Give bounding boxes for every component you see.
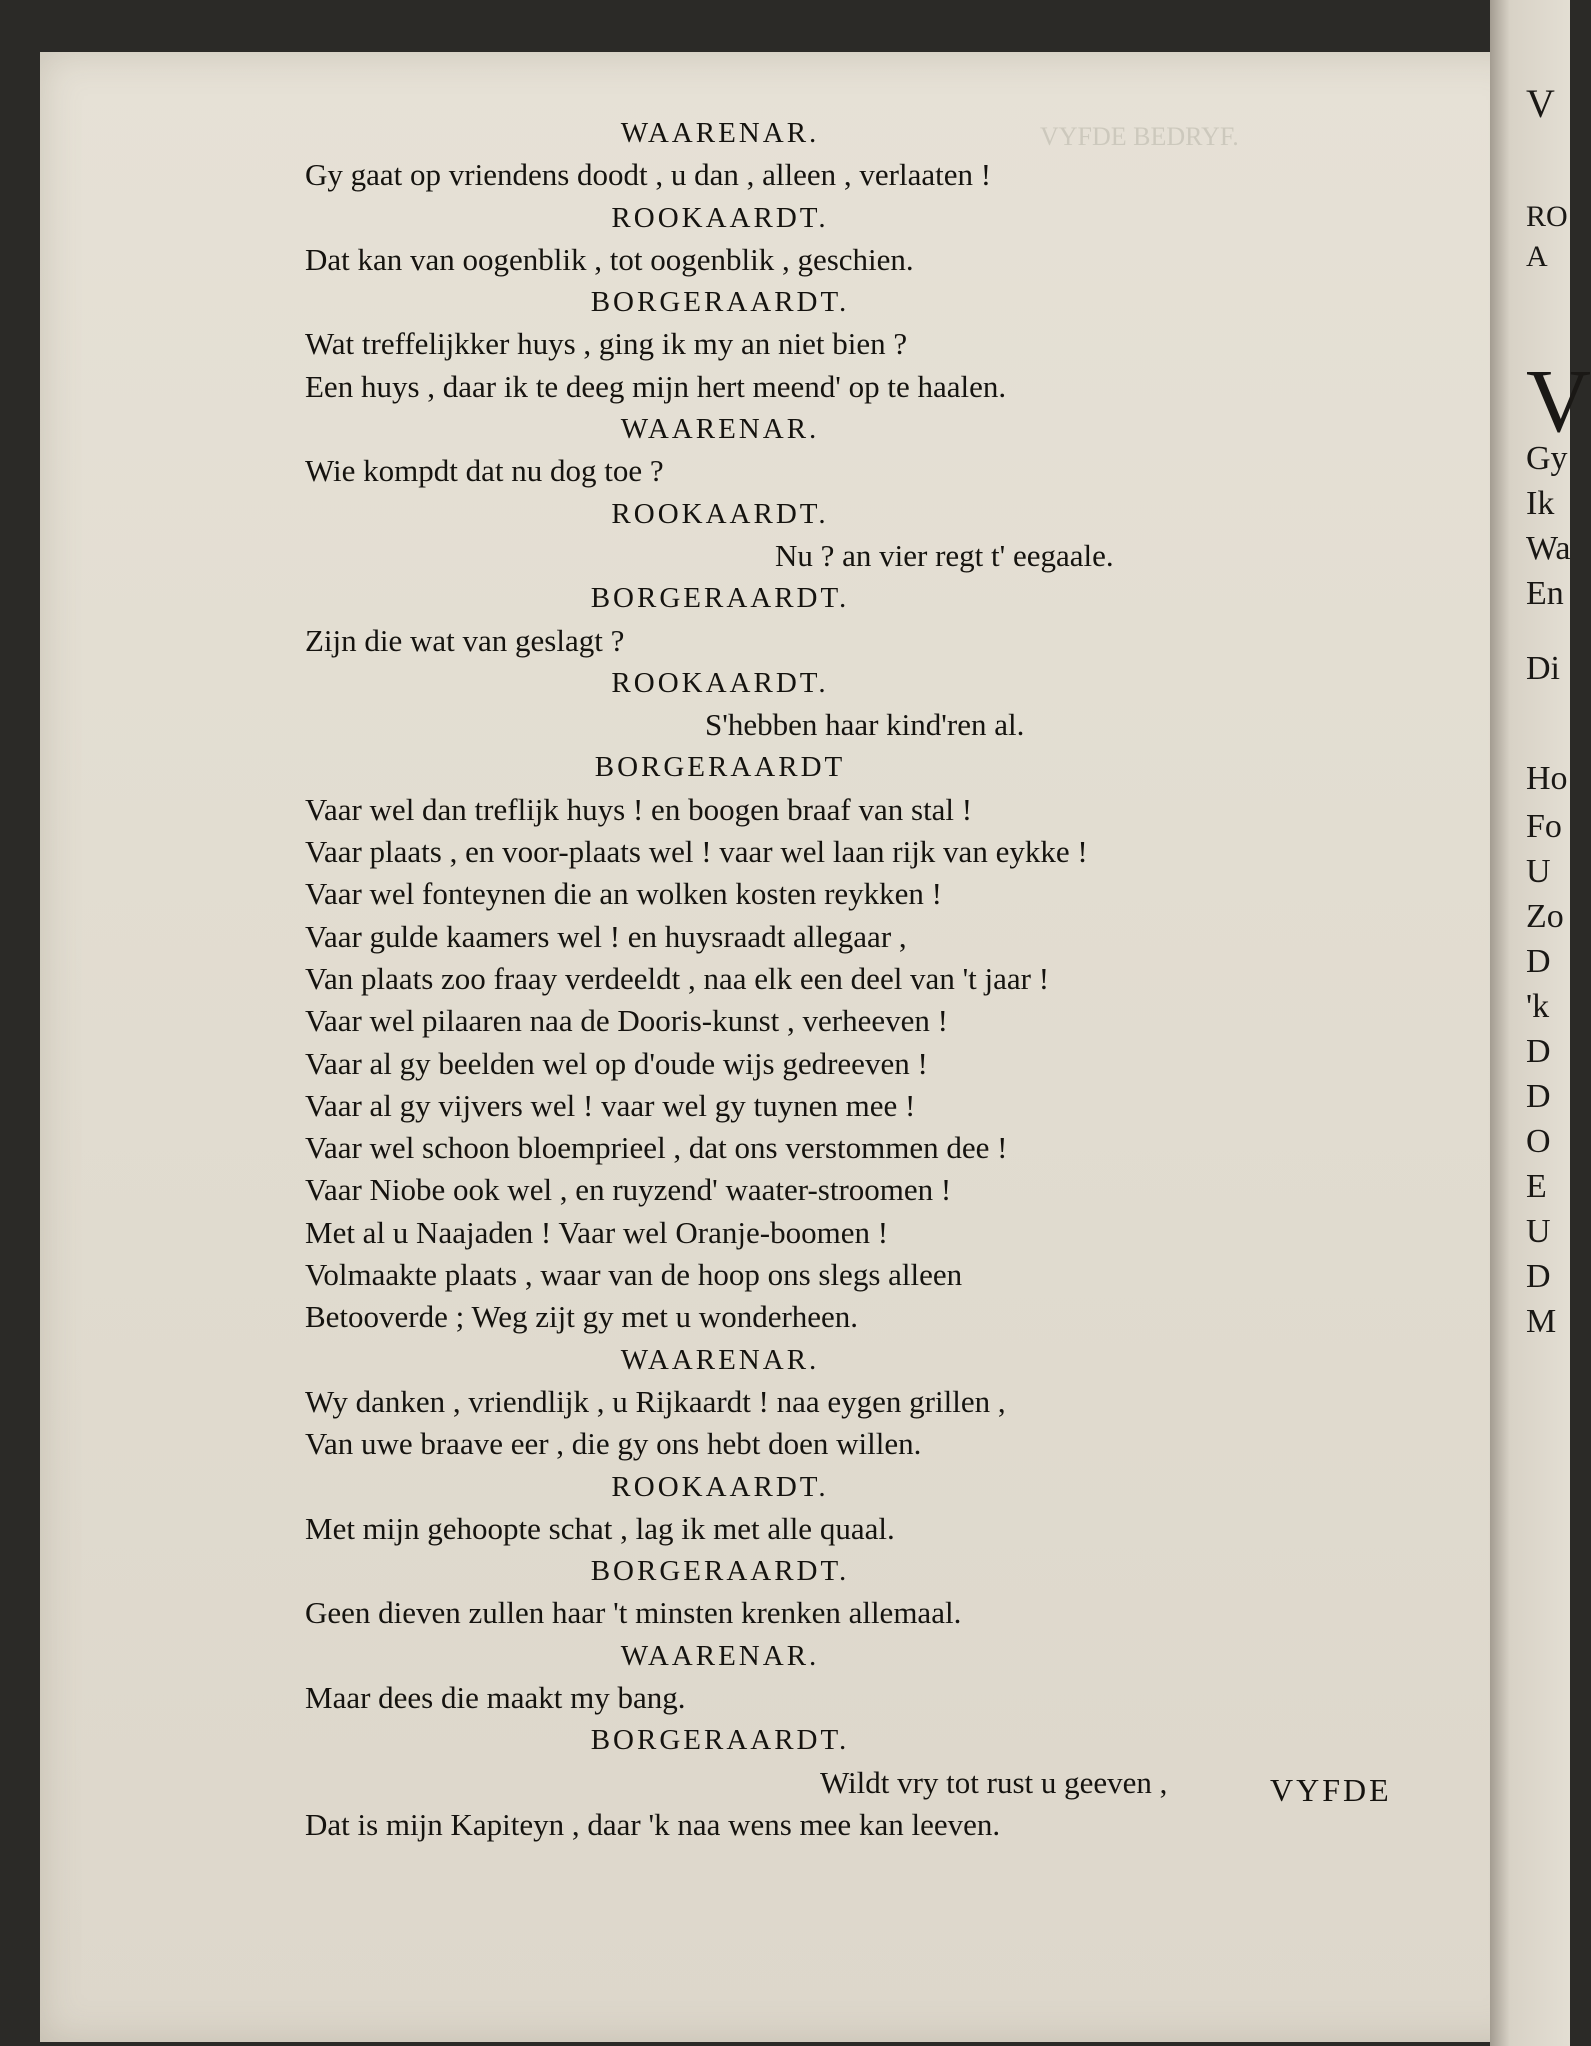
speaker-name: BORGERAARDT.	[590, 1724, 850, 1757]
play-text	[305, 112, 1455, 1846]
speaker-name: WAARENAR.	[620, 117, 820, 149]
facing-page-fragment: U	[1526, 853, 1551, 890]
speaker-name: ROOKAARDT.	[611, 666, 829, 699]
facing-page-fragment: Ik	[1526, 485, 1555, 522]
facing-page-fragment: Wa	[1526, 530, 1571, 567]
speaker-name: ROOKAARDT.	[611, 201, 829, 234]
facing-page-fragment: D	[1526, 943, 1551, 980]
facing-page-fragment: D	[1526, 1258, 1551, 1295]
verse-line: S'hebben haar kind'ren al.	[705, 707, 1025, 743]
verse-line: Vaar wel pilaaren naa de Dooris-kunst , verheeven !	[305, 1003, 948, 1039]
speaker-name: WAARENAR.	[620, 1639, 820, 1672]
facing-page-fragment: D	[1526, 1078, 1551, 1115]
verse-line: Maar dees die maakt my bang.	[305, 1679, 686, 1715]
speaker-name: BORGERAARDT.	[590, 582, 850, 615]
verse-line: Geen dieven zullen haar 't minsten krenken allemaal.	[305, 1595, 962, 1631]
verse-line: Van uwe braave eer , die gy ons hebt doen willen.	[305, 1426, 922, 1462]
verse-line: Zijn die wat van geslagt ?	[305, 622, 625, 658]
verse-line: Dat kan van oogenblik , tot oogenblik , geschien.	[305, 241, 914, 277]
verse-line: Vaar plaats , en voor-plaats wel ! vaar wel laan rijk van eykke !	[305, 834, 1088, 870]
verse-line: Volmaakte plaats , waar van de hoop ons slegs alleen	[305, 1257, 963, 1293]
verse-line: Wildt vry tot rust u geeven ,	[820, 1764, 1168, 1800]
verse-line: Wie kompdt dat nu dog toe ?	[305, 453, 664, 489]
speaker-name: BORGERAARDT	[594, 751, 846, 784]
facing-page-fragment: Di	[1526, 650, 1560, 687]
facing-page-fragment: O	[1526, 1123, 1551, 1160]
verse-line: Wat treffelijkker huys , ging ik my an niet bien ?	[305, 326, 908, 362]
verse-line: Vaar al gy beelden wel op d'oude wijs gedreeven !	[305, 1045, 928, 1081]
speaker-name: BORGERAARDT.	[590, 1555, 850, 1588]
facing-page-fragment: E	[1526, 1168, 1547, 1205]
facing-page-fragment: A	[1526, 240, 1548, 273]
speaker-name: BORGERAARDT.	[590, 286, 850, 319]
catchword: VYFDE	[1270, 1772, 1392, 1808]
facing-page-fragment: M	[1526, 1303, 1557, 1340]
facing-page-fragment: Gy	[1526, 440, 1568, 477]
bleed-through-text: VYFDE BEDRYF.	[1040, 122, 1239, 151]
verse-line: Met mijn gehoopte schat , lag ik met alle quaal.	[305, 1510, 895, 1546]
verse-line: Vaar wel dan treflijk huys ! en boogen braaf van stal !	[305, 791, 973, 827]
verse-line: Nu ? an vier regt t' eegaale.	[775, 537, 1114, 573]
speaker-name: ROOKAARDT.	[611, 1470, 829, 1503]
verse-line: Vaar Niobe ook wel , en ruyzend' waater-stroomen !	[305, 1172, 952, 1208]
facing-page-fragment: RO	[1526, 200, 1568, 233]
facing-page-fragment: V	[1526, 352, 1591, 451]
verse-line: Vaar wel schoon bloemprieel , dat ons verstommen dee !	[305, 1130, 1008, 1166]
verse-line: Van plaats zoo fraay verdeeldt , naa elk een deel van 't jaar !	[305, 960, 1050, 996]
verse-line: Met al u Naajaden ! Vaar wel Oranje-boomen !	[305, 1214, 889, 1250]
speaker-name: WAARENAR.	[620, 1343, 820, 1376]
facing-page-edge	[1490, 0, 1591, 2046]
verse-line: Wy danken , vriendlijk , u Rijkaardt ! naa eygen grillen ,	[305, 1383, 1006, 1419]
speaker-name: ROOKAARDT.	[611, 497, 829, 530]
facing-page-fragment: V	[1526, 81, 1555, 126]
facing-page-fragment: D	[1526, 1033, 1551, 1070]
facing-page-fragment: Fo	[1526, 808, 1562, 845]
facing-page-fragment: Ho	[1526, 760, 1568, 797]
facing-page-fragment: U	[1526, 1213, 1551, 1250]
facing-page-fragment: En	[1526, 575, 1564, 612]
facing-page-fragment: 'k	[1526, 988, 1550, 1025]
verse-line: Een huys , daar ik te deeg mijn hert meend' op te haalen.	[305, 368, 1007, 404]
verse-line: Dat is mijn Kapiteyn , daar 'k naa wens mee kan leeven.	[305, 1806, 1001, 1842]
speaker-name: WAARENAR.	[620, 413, 820, 446]
verse-line: Vaar gulde kaamers wel ! en huysraadt allegaar ,	[305, 918, 907, 954]
facing-page-fragment: Zo	[1526, 898, 1564, 935]
verse-line: Betooverde ; Weg zijt gy met u wonderheen.	[305, 1299, 859, 1335]
verse-line: Vaar al gy vijvers wel ! vaar wel gy tuynen mee !	[305, 1087, 916, 1123]
verse-line: Gy gaat op vriendens doodt , u dan , alleen , verlaaten !	[305, 157, 992, 193]
verse-line: Vaar wel fonteynen die an wolken kosten reykken !	[305, 876, 942, 912]
